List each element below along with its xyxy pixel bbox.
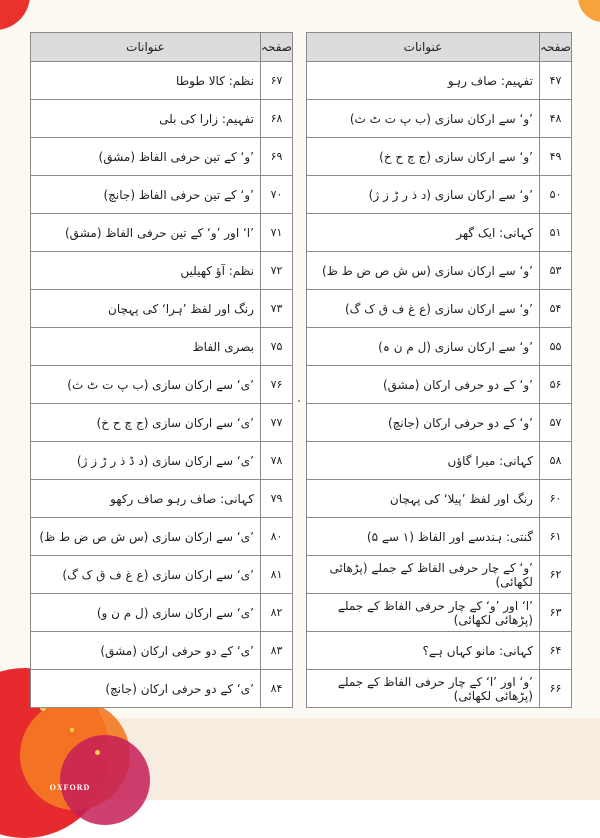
page-number: ۸۱ [260,556,292,594]
page-number: ۵۵ [539,328,571,366]
chapter-title: تفہیم: صاف رہو [307,62,540,100]
table-row [31,632,293,670]
page-number: ۶۶ [539,670,571,708]
page-number: ۶۷ [260,62,292,100]
table-row [307,62,572,100]
page-number: ۸۲ [260,594,292,632]
table-row [307,328,572,366]
table-row [31,556,293,594]
chapter-title: ’و‘ سے ارکان سازی (ل م ن ہ) [307,328,540,366]
table-row [31,404,293,442]
table-row [307,176,572,214]
chapter-title: کہانی: صاف رہو صاف رکھو [31,480,261,518]
table-row [307,404,572,442]
table-row [31,62,293,100]
page-number: ۴۸ [539,100,571,138]
column-header-page: صفحہ [539,33,571,62]
page-number: ۴۷ [539,62,571,100]
table-row [307,138,572,176]
column-header-page: صفحہ [260,33,292,62]
page-number: ۷۶ [260,366,292,404]
page-number: ۵۴ [539,290,571,328]
chapter-title: ’ی‘ سے ارکان سازی (ب پ ت ٹ ث) [31,366,261,404]
page-number: ۷۱ [260,214,292,252]
page-number: ۶۱ [539,518,571,556]
chapter-title: ’و‘ اور ’ا‘ کے چار حرفی الفاظ کے جملے (پڑھائی لکھائی) [307,670,540,708]
chapter-title: ’و‘ سے ارکان سازی (س ش ص ض ط ظ) [307,252,540,290]
page-number: ۷۷ [260,404,292,442]
chapter-title: ’و‘ کے تین حرفی الفاظ (جانچ) [31,176,261,214]
table-row [31,176,293,214]
table-row [307,252,572,290]
chapter-title: ’ی‘ سے ارکان سازی (س ش ص ض ط ظ) [31,518,261,556]
chapter-title: ’و‘ کے دو حرفی ارکان (جانچ) [307,404,540,442]
page-number: ۷۳ [260,290,292,328]
table-row [31,328,293,366]
page-number: ۶۹ [260,138,292,176]
table-row [307,366,572,404]
page-number: ۸۳ [260,632,292,670]
table-row [307,518,572,556]
page-number: ۶۰ [539,480,571,518]
table-row [31,138,293,176]
chapter-title: بصری الفاظ [31,328,261,366]
page-number: ۷۸ [260,442,292,480]
column-header-title: عنوانات [31,33,261,62]
table-row [307,214,572,252]
table-row [31,518,293,556]
chapter-title: کہانی: میرا گاؤں [307,442,540,480]
chapter-title: ’و‘ سے ارکان سازی (ع غ ف ق ک گ) [307,290,540,328]
chapter-title: رنگ اور لفظ ’ہرا‘ کی پہچان [31,290,261,328]
page-number: ۶۳ [539,594,571,632]
chapter-title: رنگ اور لفظ ’پیلا‘ کی پہچان [307,480,540,518]
table-row [31,100,293,138]
chapter-title: ’ی‘ سے ارکان سازی (ل م ن و) [31,594,261,632]
chapter-title: کہانی: مانو کہاں ہے؟ [307,632,540,670]
contents-rows [307,62,572,708]
page-number: ۷۹ [260,480,292,518]
page-number: ۵۶ [539,366,571,404]
chapter-title: ’و‘ سے ارکان سازی (ب پ ت ٹ ث) [307,100,540,138]
table-row [307,290,572,328]
chapter-title: ’ی‘ کے دو حرفی ارکان (مشق) [31,632,261,670]
page-number: ۵۰ [539,176,571,214]
chapter-title: نظم: آؤ کھیلیں [31,252,261,290]
page-number: ۸۰ [260,518,292,556]
chapter-title: ’ی‘ سے ارکان سازی (د ڈ ذ ر ڑ ز ژ) [31,442,261,480]
fold-mark [298,400,300,402]
decorative-blob [60,735,150,825]
table-row [31,670,293,708]
page-number: ۵۸ [539,442,571,480]
page-number: ۴۹ [539,138,571,176]
page-number: ۶۲ [539,556,571,594]
table-row [307,632,572,670]
chapter-title: ’و‘ سے ارکان سازی (ج چ ح خ) [307,138,540,176]
contents-rows [31,62,293,708]
table-row [307,100,572,138]
page-number: ۵۳ [539,252,571,290]
chapter-title: تفہیم: زارا کی بلی [31,100,261,138]
column-header-title: عنوانات [307,33,540,62]
chapter-title: ’و‘ سے ارکان سازی (د ذ ر ڑ ز ژ) [307,176,540,214]
table-row [31,594,293,632]
table-row [307,556,572,594]
page-number: ۶۴ [539,632,571,670]
chapter-title: ’و‘ کے چار حرفی الفاظ کے جملے (پڑھائی لکھائی) [307,556,540,594]
chapter-title: گنتی: ہندسے اور الفاظ (۱ سے ۵) [307,518,540,556]
page-number: ۷۵ [260,328,292,366]
decorative-dot [95,750,100,755]
table-row [307,442,572,480]
chapter-title: ’ی‘ کے دو حرفی ارکان (جانچ) [31,670,261,708]
table-row [307,594,572,632]
chapter-title: ’ا‘ اور ’و‘ کے چار حرفی الفاظ کے جملے (پڑھائی لکھائی) [307,594,540,632]
table-row [31,290,293,328]
chapter-title: ’و‘ کے دو حرفی ارکان (مشق) [307,366,540,404]
chapter-title: ’ی‘ سے ارکان سازی (ج چ ح خ) [31,404,261,442]
page-number: ۷۰ [260,176,292,214]
chapter-title: ’و‘ کے تین حرفی الفاظ (مشق) [31,138,261,176]
chapter-title: ’ی‘ سے ارکان سازی (ع غ ف ق ک گ) [31,556,261,594]
table-row [307,480,572,518]
page-number: ۸۴ [260,670,292,708]
table-row [307,670,572,708]
page-number: ۷۲ [260,252,292,290]
table-row [31,366,293,404]
decorative-dot [70,728,74,732]
contents-table-right [306,32,572,708]
table-row [31,480,293,518]
contents-table-left [30,32,293,708]
table-row [31,252,293,290]
page-number: ۶۸ [260,100,292,138]
chapter-title: نظم: کالا طوطا [31,62,261,100]
table-row [31,214,293,252]
publisher-logo: OXFORD [49,783,91,792]
table-row [31,442,293,480]
page-number: ۵۷ [539,404,571,442]
chapter-title: کہانی: ایک گھر [307,214,540,252]
page-number: ۵۱ [539,214,571,252]
chapter-title: ’ا‘ اور ’و‘ کے تین حرفی الفاظ (مشق) [31,214,261,252]
